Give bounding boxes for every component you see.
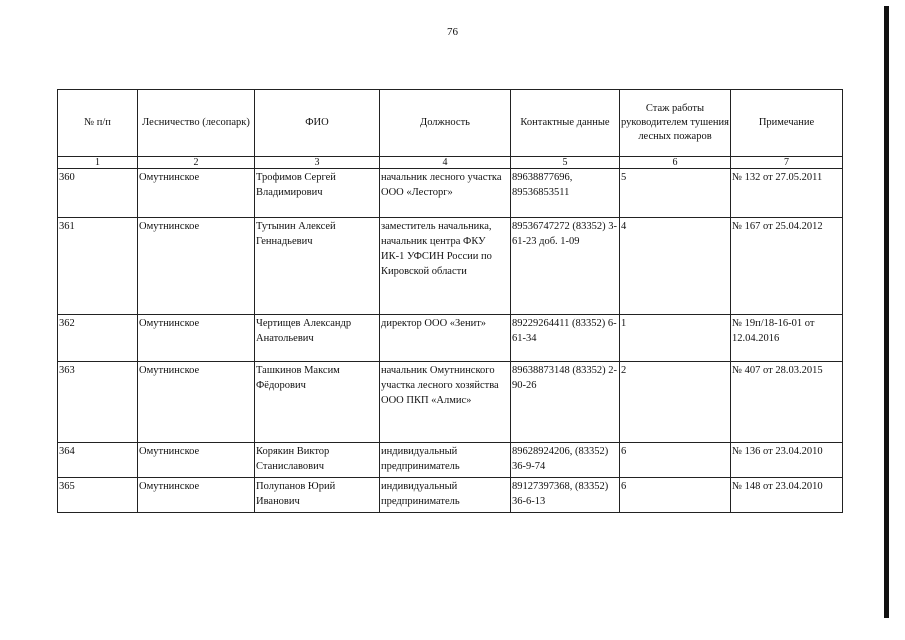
contacts-cell: 89127397368, (83352) 36-6-13 bbox=[511, 477, 620, 512]
forestry-cell: Омутнинское bbox=[138, 362, 255, 443]
forestry-cell: Омутнинское bbox=[138, 169, 255, 218]
row-number-cell: 360 bbox=[58, 169, 138, 218]
experience-cell: 6 bbox=[620, 477, 731, 512]
contacts-cell: 89638873148 (83352) 2-90-26 bbox=[511, 362, 620, 443]
name-cell: Тутынин Алексей Геннадьевич bbox=[255, 218, 380, 315]
row-number-cell: 361 bbox=[58, 218, 138, 315]
position-cell: индивидуальный предприниматель bbox=[380, 443, 511, 478]
header-cell: Лесничество (лесопарк) bbox=[138, 90, 255, 157]
forestry-cell: Омутнинское bbox=[138, 443, 255, 478]
header-cell: Примечание bbox=[731, 90, 843, 157]
table-row bbox=[58, 477, 843, 512]
table-row bbox=[58, 443, 843, 478]
header-cell: ФИО bbox=[255, 90, 380, 157]
position-cell: индивидуальный предприниматель bbox=[380, 477, 511, 512]
column-number: 5 bbox=[511, 157, 620, 169]
forestry-cell: Омутнинское bbox=[138, 315, 255, 362]
note-cell: № 19п/18-16-01 от 12.04.2016 bbox=[731, 315, 843, 362]
position-cell: директор ООО «Зенит» bbox=[380, 315, 511, 362]
column-number: 6 bbox=[620, 157, 731, 169]
row-number-cell: 362 bbox=[58, 315, 138, 362]
column-number-row bbox=[58, 157, 843, 169]
name-cell: Корякин Виктор Станиславович bbox=[255, 443, 380, 478]
contacts-cell: 89628924206, (83352) 36-9-74 bbox=[511, 443, 620, 478]
note-cell: № 132 от 27.05.2011 bbox=[731, 169, 843, 218]
note-cell: № 407 от 28.03.2015 bbox=[731, 362, 843, 443]
column-number: 4 bbox=[380, 157, 511, 169]
note-cell: № 136 от 23.04.2010 bbox=[731, 443, 843, 478]
position-cell: заместитель начальника, начальник центра ФКУ ИК-1 УФСИН России по Кировской области bbox=[380, 218, 511, 315]
forest-fire-managers-table bbox=[57, 89, 843, 513]
header-cell: Стаж работы руководителем тушения лесных пожаров bbox=[620, 90, 731, 157]
contacts-cell: 89638877696, 89536853511 bbox=[511, 169, 620, 218]
note-cell: № 167 от 25.04.2012 bbox=[731, 218, 843, 315]
name-cell: Ташкинов Максим Фёдорович bbox=[255, 362, 380, 443]
row-number-cell: 363 bbox=[58, 362, 138, 443]
table-row bbox=[58, 362, 843, 443]
name-cell: Полупанов Юрий Иванович bbox=[255, 477, 380, 512]
header-row bbox=[58, 90, 843, 157]
position-cell: начальник Омутнинского участка лесного хозяйства ООО ПКП «Алмис» bbox=[380, 362, 511, 443]
table-row bbox=[58, 218, 843, 315]
experience-cell: 1 bbox=[620, 315, 731, 362]
table-row bbox=[58, 169, 843, 218]
forestry-cell: Омутнинское bbox=[138, 477, 255, 512]
table-row bbox=[58, 315, 843, 362]
experience-cell: 6 bbox=[620, 443, 731, 478]
experience-cell: 5 bbox=[620, 169, 731, 218]
column-number: 3 bbox=[255, 157, 380, 169]
row-number-cell: 364 bbox=[58, 443, 138, 478]
note-cell: № 148 от 23.04.2010 bbox=[731, 477, 843, 512]
column-number: 7 bbox=[731, 157, 843, 169]
column-number: 2 bbox=[138, 157, 255, 169]
name-cell: Чертищев Александр Анатольевич bbox=[255, 315, 380, 362]
name-cell: Трофимов Сергей Владимирович bbox=[255, 169, 380, 218]
contacts-cell: 89229264411 (83352) 6-61-34 bbox=[511, 315, 620, 362]
experience-cell: 4 bbox=[620, 218, 731, 315]
column-number: 1 bbox=[58, 157, 138, 169]
position-cell: начальник лесного участка ООО «Лесторг» bbox=[380, 169, 511, 218]
header-cell: Контактные данные bbox=[511, 90, 620, 157]
forestry-cell: Омутнинское bbox=[138, 218, 255, 315]
experience-cell: 2 bbox=[620, 362, 731, 443]
row-number-cell: 365 bbox=[58, 477, 138, 512]
header-cell: Должность bbox=[380, 90, 511, 157]
header-cell: № п/п bbox=[58, 90, 138, 157]
page-number: 76 bbox=[447, 26, 458, 38]
contacts-cell: 89536747272 (83352) 3-61-23 доб. 1-09 bbox=[511, 218, 620, 315]
scan-edge-bar bbox=[884, 6, 889, 618]
